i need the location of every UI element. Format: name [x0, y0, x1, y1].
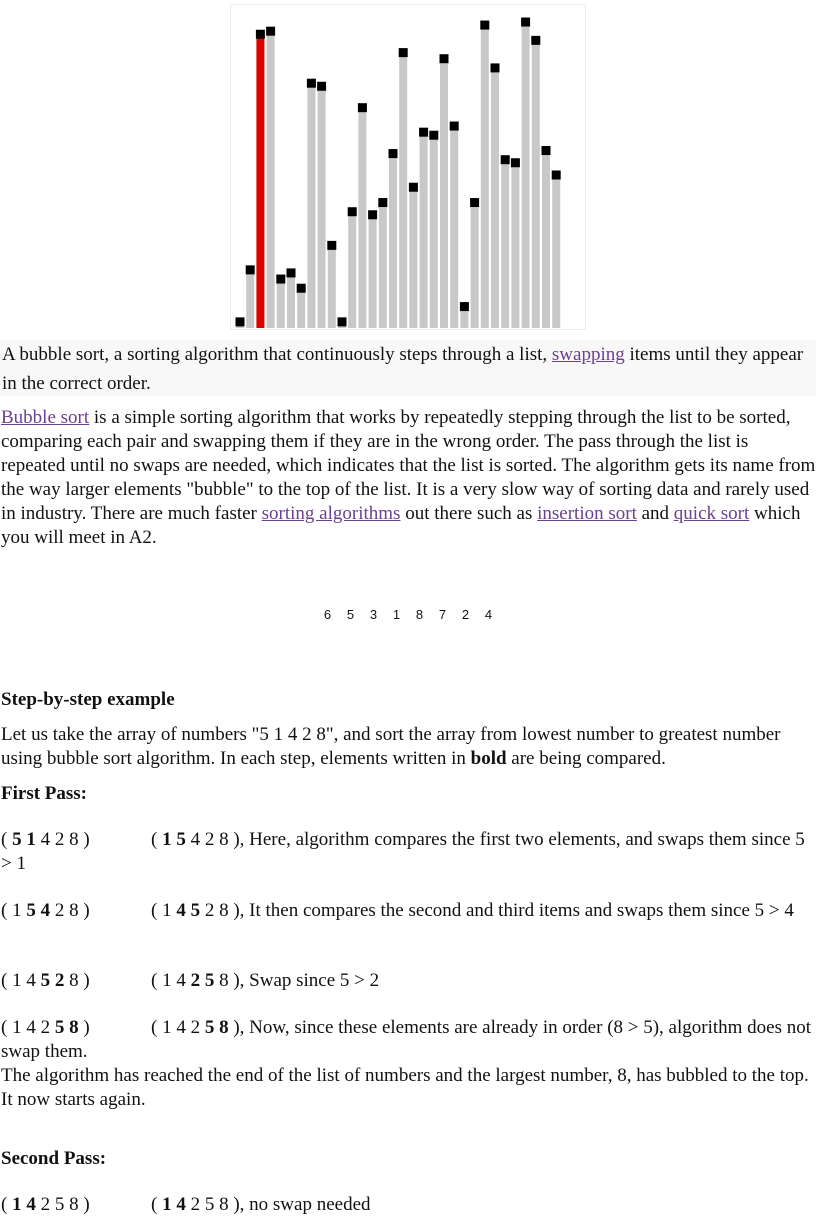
bubble-sort-bars — [231, 5, 587, 331]
array-before: ( 5 1 4 2 8 ) — [1, 829, 90, 850]
after-first-pass-text: The algorithm has reached the end of the list of numbers and the largest number, 8, has bubbled to the top. It now starts again. — [1, 1065, 809, 1110]
marker-9 — [317, 82, 326, 91]
array-after: ( 1 5 4 2 8 ) — [151, 829, 240, 850]
marker-24 — [470, 198, 479, 207]
marker-28 — [511, 158, 520, 167]
step-explanation: , Swap since 5 > 2 — [239, 970, 380, 991]
step-by-step-heading: Step-by-step example — [1, 689, 175, 710]
animation-number-2: 5 — [346, 607, 355, 622]
example-intro — [0, 723, 816, 771]
marker-25 — [480, 21, 489, 30]
array-after: ( 1 4 5 2 8 ) — [151, 900, 240, 921]
example-intro-bold: bold — [470, 748, 507, 769]
intro-text-2: out there such as — [400, 503, 538, 524]
animation-number-row — [0, 607, 816, 622]
array-before: ( 1 5 4 2 8 ) — [1, 900, 90, 921]
marker-2 — [246, 265, 255, 274]
marker-17 — [399, 48, 408, 57]
bar-20 — [430, 135, 438, 328]
array-before-cell — [1, 1016, 151, 1040]
array-before: ( 1 4 5 2 8 ) — [1, 970, 90, 991]
animation-number-1: 6 — [323, 607, 332, 622]
array-before: ( 1 4 2 5 8 ) — [1, 1017, 90, 1038]
bar-12 — [348, 212, 356, 328]
bar-9 — [318, 86, 326, 328]
second-pass-heading: Second Pass: — [1, 1148, 107, 1169]
animation-number-5: 8 — [415, 607, 424, 622]
marker-31 — [542, 146, 551, 155]
animation-number-7: 2 — [461, 607, 470, 622]
bar-13 — [358, 108, 366, 328]
array-before-cell — [1, 828, 151, 852]
bar-19 — [420, 132, 428, 328]
bar-7 — [297, 288, 305, 328]
marker-7 — [297, 284, 306, 293]
bar-28 — [511, 163, 519, 328]
swapping-link[interactable]: swapping — [551, 344, 625, 365]
bar-6 — [287, 273, 295, 328]
bar-25 — [481, 25, 489, 328]
marker-21 — [440, 54, 449, 63]
marker-1 — [236, 317, 245, 326]
bar-10 — [328, 245, 336, 328]
marker-26 — [491, 63, 500, 72]
sorting-algorithms-link[interactable]: sorting algorithms — [261, 503, 401, 524]
array-after: ( 1 4 2 5 8 ) — [151, 1017, 240, 1038]
bar-2 — [246, 270, 254, 328]
array-before-cell — [1, 899, 151, 923]
second-pass-step-1 — [0, 1193, 816, 1217]
array-after: ( 1 4 2 5 8 ) — [151, 1194, 240, 1215]
step-explanation: , Here, algorithm compares the first two elements, and swaps them since 5 > 1 — [1, 829, 805, 874]
marker-23 — [460, 302, 469, 311]
marker-12 — [348, 207, 357, 216]
insertion-sort-link[interactable]: insertion sort — [537, 503, 637, 524]
intro-text-4: which you will meet in A2. — [1, 503, 801, 548]
caption-text-pre: A bubble sort, a sorting algorithm that continuously steps through a list, — [2, 344, 552, 365]
bar-5 — [277, 279, 285, 328]
step-explanation: , Now, since these elements are already in order (8 > 5), algorithm does not swap them. — [1, 1017, 812, 1062]
array-before-cell — [1, 969, 151, 993]
intro-text-1: is a simple sorting algorithm that works by repeatedly stepping through the list to be sorted, comparing each pair and swapping them if they are in the wrong order. The pass through the list is repeated until no swaps are needed, which indicates that the list is sorted. The algorithm gets its name from the way larger elements "bubble" to the top of the list. It is a very slow way of sorting data and rarely used in industry. There are much faster — [1, 407, 816, 524]
marker-8 — [307, 79, 316, 88]
array-after: ( 1 4 2 5 8 ) — [151, 970, 240, 991]
marker-16 — [389, 149, 398, 158]
bar-8 — [307, 83, 315, 328]
marker-27 — [501, 155, 510, 164]
bar-30 — [532, 40, 540, 328]
bubble-sort-animation — [230, 4, 586, 330]
marker-22 — [450, 122, 459, 131]
marker-4 — [266, 27, 275, 36]
marker-5 — [276, 275, 285, 284]
first-pass-step-2 — [0, 899, 816, 923]
first-pass-heading: First Pass: — [1, 783, 88, 804]
bar-26 — [491, 68, 499, 328]
animation-number-8: 4 — [484, 607, 493, 622]
first-pass-step-4 — [0, 1016, 816, 1064]
marker-10 — [327, 241, 336, 250]
first-pass-step-1 — [0, 828, 816, 876]
array-before: ( 1 4 2 5 8 ) — [1, 1194, 90, 1215]
animation-number-4: 1 — [392, 607, 401, 622]
bubble-sort-link[interactable]: Bubble sort — [1, 407, 90, 428]
bar-24 — [471, 203, 479, 328]
animation-number-3: 3 — [369, 607, 378, 622]
marker-3 — [256, 30, 265, 39]
marker-19 — [419, 128, 428, 137]
caption-text-post: items until they appear in the correct order. — [2, 344, 804, 394]
bar-31 — [542, 151, 550, 328]
step-explanation: , It then compares the second and third items and swaps them since 5 > 4 — [239, 900, 794, 921]
bar-22 — [450, 126, 458, 328]
bar-14 — [369, 215, 377, 328]
bar-17 — [399, 53, 407, 328]
bar-32 — [552, 175, 560, 328]
bar-29 — [522, 22, 530, 328]
bar-21 — [440, 59, 448, 328]
marker-13 — [358, 103, 367, 112]
example-intro-pre: Let us take the array of numbers "5 1 4 2 8", and sort the array from lowest number to greatest number using bubble sort algorithm. In each step, elements written in — [1, 724, 781, 769]
example-intro-post: are being compared. — [506, 748, 666, 769]
animation-number-6: 7 — [438, 607, 447, 622]
bar-15 — [379, 203, 387, 328]
quick-sort-link[interactable]: quick sort — [673, 503, 750, 524]
marker-32 — [552, 171, 561, 180]
marker-20 — [429, 131, 438, 140]
marker-18 — [409, 183, 418, 192]
marker-11 — [338, 317, 347, 326]
intro-paragraph — [0, 406, 816, 550]
marker-30 — [531, 36, 540, 45]
bar-3 — [256, 34, 264, 328]
intro-text-3: and — [636, 503, 674, 524]
bar-4 — [267, 31, 275, 328]
marker-14 — [368, 210, 377, 219]
marker-15 — [378, 198, 387, 207]
step-explanation: , no swap needed — [239, 1194, 371, 1215]
marker-6 — [287, 268, 296, 277]
bar-27 — [501, 160, 509, 328]
array-before-cell — [1, 1193, 151, 1217]
figure-caption — [0, 340, 816, 396]
bar-16 — [389, 154, 397, 328]
bar-18 — [409, 187, 417, 328]
marker-29 — [521, 18, 530, 27]
first-pass-step-3 — [0, 969, 816, 993]
